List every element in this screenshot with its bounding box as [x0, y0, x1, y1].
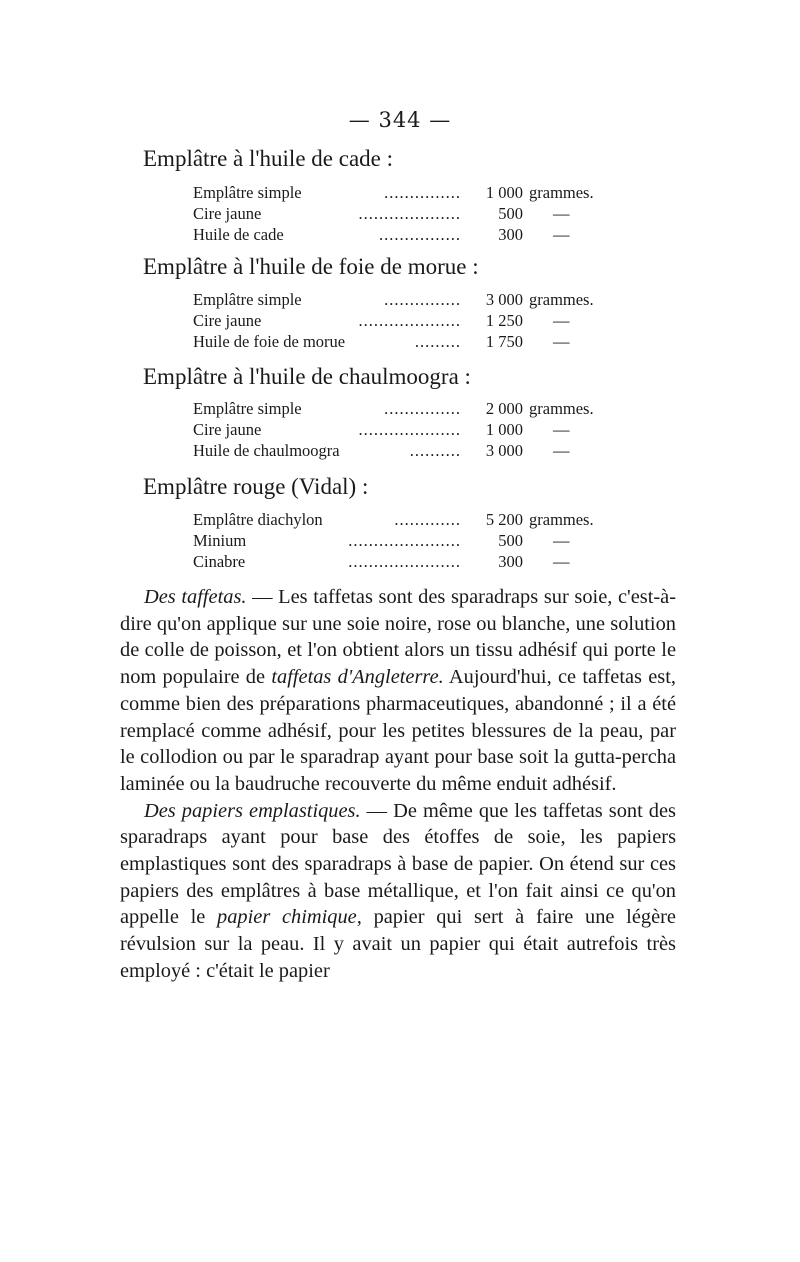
ingredient-row — [193, 398, 613, 419]
paragraph-taffetas — [120, 584, 676, 798]
dot-leader: .................... — [358, 311, 461, 330]
ingredient-name: Cire jaune — [193, 420, 262, 439]
paragraph-text: — Les taffetas sont des sparadraps sur soie, c'est-à-dire qu'on applique sur une soie noire, rose ou blanche, une solution de colle de poisson, et l'on obtient alors un tissu adhésif qui porte le nom populaire de — [120, 586, 676, 689]
ingredient-name: Emplâtre simple — [193, 399, 302, 418]
paragraph-text: — De même que les taffetas sont des sparadraps ayant pour base des étoffes de soie, les papiers emplastiques sont des sparadraps à base de papier. On étend sur ces papiers des emplâtres à base métallique, et l'on fait ainsi ce qu'on appelle le — [120, 799, 676, 929]
ingredient-unit: grammes. — [529, 399, 594, 418]
dot-leader: ......... — [414, 332, 461, 351]
ingredient-row — [193, 509, 613, 530]
ditto-mark: — — [553, 420, 570, 439]
ingredient-quantity: 1 250 — [485, 311, 523, 330]
ingredient-name: Emplâtre simple — [193, 183, 302, 202]
recipe-ingredient-list — [193, 182, 613, 245]
paragraph-lead: Des taffetas. — [144, 586, 247, 608]
dot-leader: ............. — [394, 510, 461, 529]
ingredient-row — [193, 310, 613, 331]
ingredient-name: Emplâtre simple — [193, 290, 302, 309]
ingredient-quantity: 3 000 — [485, 441, 523, 460]
ingredient-row — [193, 419, 613, 440]
ingredient-row — [193, 224, 613, 245]
ingredient-quantity: 500 — [498, 204, 523, 223]
ingredient-name: Huile de foie de morue — [193, 332, 346, 351]
ingredient-row — [193, 203, 613, 224]
recipe-title: Emplâtre à l'huile de foie de morue : — [143, 254, 479, 279]
ingredient-quantity: 1 000 — [485, 420, 523, 439]
ditto-mark: — — [553, 311, 570, 330]
dot-leader: .................... — [358, 420, 461, 439]
ingredient-row — [193, 440, 613, 461]
dot-leader: ................ — [379, 225, 461, 244]
ingredient-row — [193, 289, 613, 310]
ingredient-row — [193, 331, 613, 352]
recipe-ingredient-list — [193, 289, 613, 352]
recipe-ingredient-list — [193, 509, 613, 572]
ingredient-name: Cire jaune — [193, 311, 262, 330]
ingredient-name: Minium — [193, 531, 247, 550]
paragraph-lead: Des papiers emplastiques. — [144, 799, 361, 822]
ingredient-name: Huile de cade — [193, 225, 284, 244]
ingredient-row — [193, 530, 613, 551]
paragraph-text: papier qui sert à faire une légère révulsion sur la peau. Il y avait un papier qui était autrefois très employé : c'était le papier — [120, 906, 676, 982]
ingredient-quantity: 3 000 — [485, 290, 523, 309]
ingredient-name: Emplâtre diachylon — [193, 510, 323, 529]
ditto-mark: — — [553, 204, 570, 223]
dot-leader: .................... — [358, 204, 461, 223]
ingredient-quantity: 1 000 — [485, 183, 523, 202]
ditto-mark: — — [553, 332, 570, 351]
ingredient-quantity: 300 — [498, 225, 523, 244]
ingredient-unit: grammes. — [529, 183, 594, 202]
ingredient-quantity: 2 000 — [485, 399, 523, 418]
ingredient-quantity: 1 750 — [485, 332, 523, 351]
ingredient-row — [193, 182, 613, 203]
ditto-mark: — — [553, 225, 570, 244]
ingredient-unit: grammes. — [529, 290, 594, 309]
dot-leader: ...................... — [348, 531, 461, 550]
recipe-title: Emplâtre rouge (Vidal) : — [143, 474, 369, 499]
recipe-ingredient-list — [193, 398, 613, 461]
dot-leader: .......... — [409, 441, 461, 460]
ingredient-quantity: 500 — [498, 531, 523, 550]
ingredient-quantity: 5 200 — [485, 510, 523, 529]
dot-leader: ............... — [384, 183, 461, 202]
paragraph-text: Aujourd'hui, ce taffetas est, comme bien des préparations pharmaceutiques, abandonné ; il a été remplacé comme adhésif, pour les petites blessures de la peau, par le collodion ou par le sparadrap ayant pour base soit la gutta-percha laminée ou la baudruche recouverte du même enduit adhésif. — [120, 666, 676, 795]
ingredient-name: Cinabre — [193, 552, 246, 571]
ingredient-quantity: 300 — [498, 552, 523, 571]
body-text — [120, 584, 676, 985]
dot-leader: ...................... — [348, 552, 461, 571]
ingredient-name: Cire jaune — [193, 204, 262, 223]
ditto-mark: — — [553, 552, 570, 571]
dot-leader: ............... — [384, 399, 461, 418]
paragraph-italic-term: taffetas d'Angleterre. — [271, 666, 444, 689]
dot-leader: ............... — [384, 290, 461, 309]
recipe-title: Emplâtre à l'huile de chaulmoogra : — [143, 364, 471, 389]
ditto-mark: — — [553, 441, 570, 460]
ingredient-row — [193, 551, 613, 572]
recipe-title: Emplâtre à l'huile de cade : — [143, 146, 394, 171]
ingredient-name: Huile de chaulmoogra — [193, 441, 340, 460]
ditto-mark: — — [553, 531, 570, 550]
paragraph-papiers — [120, 798, 676, 985]
page-number: — 344 — — [348, 108, 452, 132]
paragraph-italic-term: papier chimique, — [217, 906, 362, 929]
ingredient-unit: grammes. — [529, 510, 594, 529]
